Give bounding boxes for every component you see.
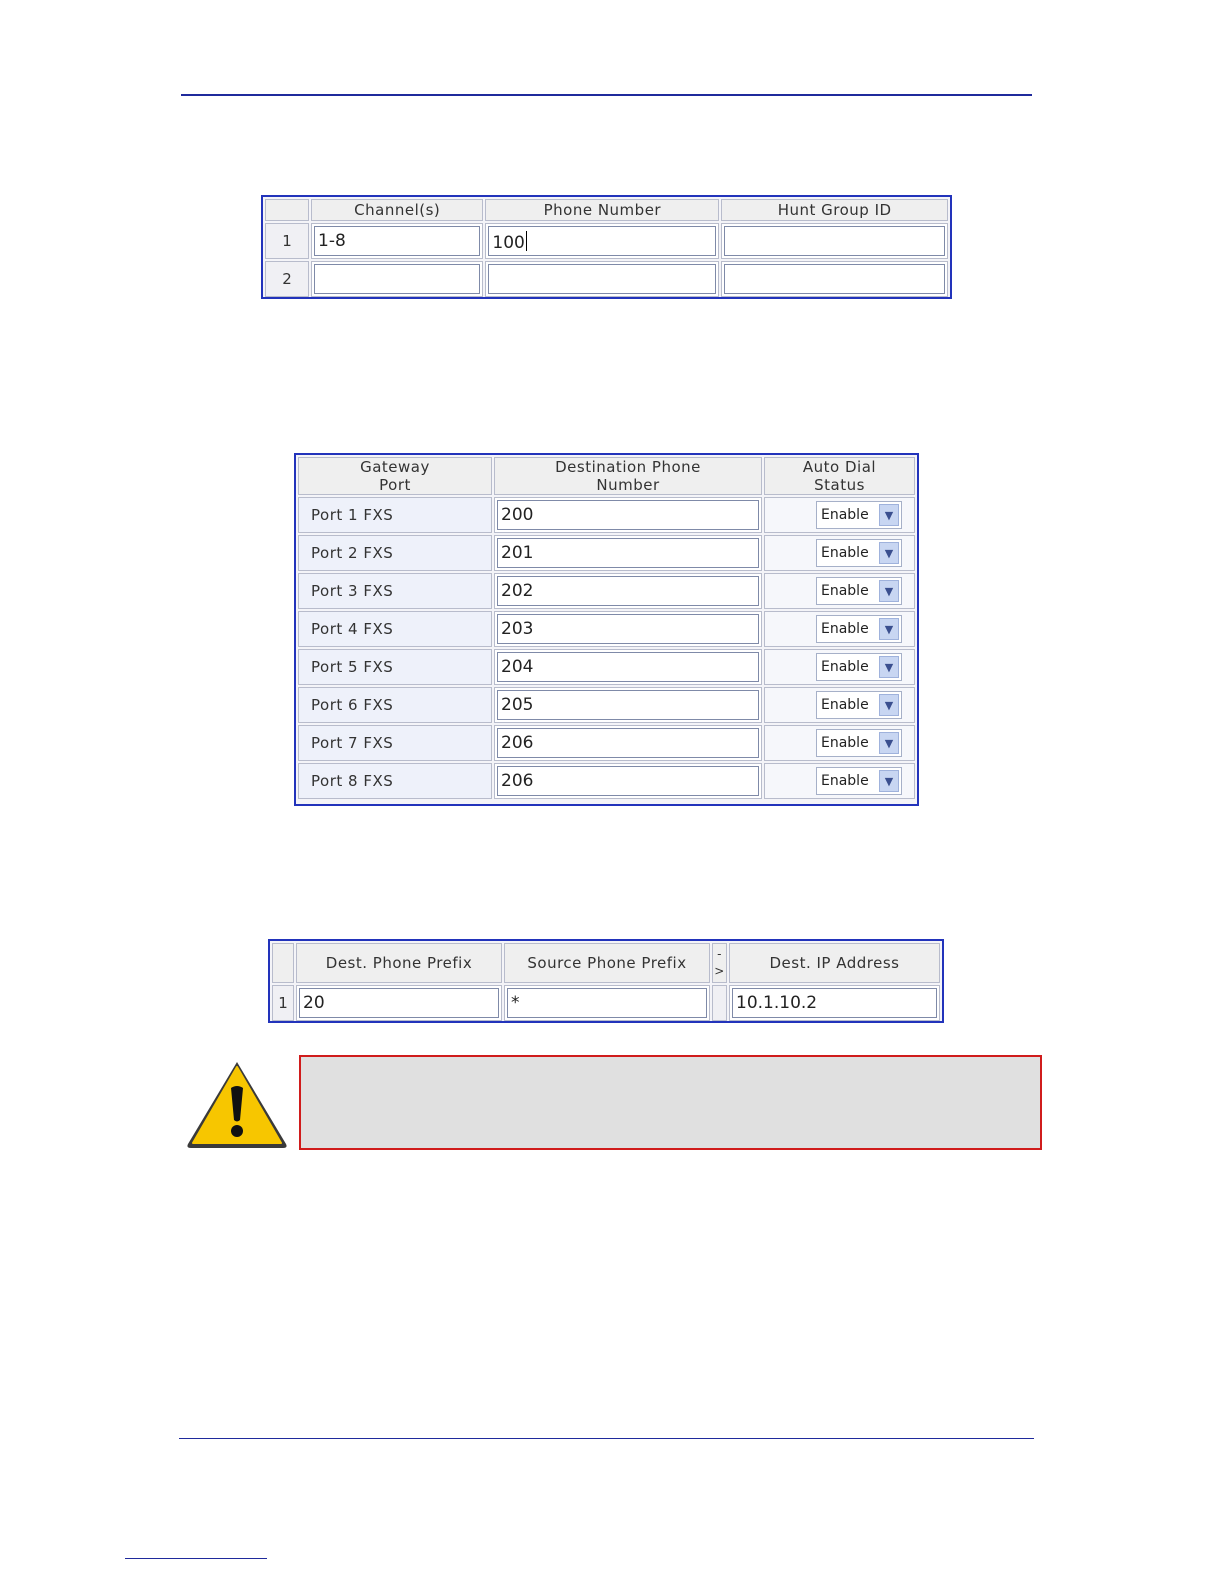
destination-phone-number-input[interactable]: 201 (497, 538, 759, 568)
warning-triangle-icon (184, 1058, 290, 1150)
auto-dial-status-value: Enable (821, 773, 869, 789)
row-index: 2 (265, 261, 309, 297)
text-cursor (526, 231, 527, 251)
table-row (298, 497, 915, 533)
table-row (298, 573, 915, 609)
channels-table (261, 195, 952, 299)
auto-dial-status-value: Enable (821, 545, 869, 561)
dest-phone-prefix-input[interactable]: 20 (299, 988, 499, 1018)
header-auto-dial-status: Auto Dial Status (764, 457, 915, 495)
gateway-port-label: Port 8 FXS (298, 763, 492, 799)
auto-dial-status-select[interactable] (816, 729, 902, 757)
table-row (298, 725, 915, 761)
destination-phone-number-input[interactable]: 204 (497, 652, 759, 682)
footnote-rule (125, 1558, 267, 1559)
auto-dial-table (294, 453, 919, 806)
gateway-port-label: Port 7 FXS (298, 725, 492, 761)
header-channels: Channel(s) (311, 199, 483, 221)
auto-dial-status-select[interactable] (816, 653, 902, 681)
header-destination-phone-number: Destination Phone Number (494, 457, 762, 495)
gateway-port-label: Port 5 FXS (298, 649, 492, 685)
table-row (298, 763, 915, 799)
auto-dial-status-select[interactable] (816, 577, 902, 605)
auto-dial-status-select[interactable] (816, 539, 902, 567)
table-row (298, 535, 915, 571)
chevron-down-icon[interactable]: ▼ (879, 504, 899, 526)
header-dest-ip-address: Dest. IP Address (729, 943, 940, 983)
auto-dial-status-value: Enable (821, 659, 869, 675)
header-gateway-port: Gateway Port (298, 457, 492, 495)
destination-phone-number-input[interactable]: 200 (497, 500, 759, 530)
phone-number-input[interactable] (488, 264, 716, 294)
table-row (298, 611, 915, 647)
destination-phone-number-input[interactable]: 202 (497, 576, 759, 606)
header-source-phone-prefix: Source Phone Prefix (504, 943, 710, 983)
hunt-group-id-input[interactable] (724, 226, 945, 256)
destination-phone-number-input[interactable]: 203 (497, 614, 759, 644)
source-phone-prefix-input[interactable]: * (507, 988, 707, 1018)
auto-dial-status-value: Enable (821, 735, 869, 751)
routing-table (268, 939, 944, 1023)
chevron-down-icon[interactable]: ▼ (879, 542, 899, 564)
chevron-down-icon[interactable]: ▼ (879, 732, 899, 754)
footer-rule (179, 1438, 1034, 1439)
destination-phone-number-input[interactable]: 205 (497, 690, 759, 720)
gateway-port-label: Port 4 FXS (298, 611, 492, 647)
table-row (272, 985, 940, 1021)
row-index: 1 (265, 223, 309, 259)
gateway-port-label: Port 1 FXS (298, 497, 492, 533)
channels-input[interactable] (314, 264, 480, 294)
chevron-down-icon[interactable]: ▼ (879, 656, 899, 678)
warning-note-box (299, 1055, 1042, 1150)
auto-dial-status-select[interactable] (816, 501, 902, 529)
channels-input[interactable]: 1-8 (314, 226, 480, 256)
gateway-port-label: Port 6 FXS (298, 687, 492, 723)
auto-dial-status-select[interactable] (816, 767, 902, 795)
gateway-port-label: Port 3 FXS (298, 573, 492, 609)
table-row (265, 223, 948, 259)
corner-header (272, 943, 294, 983)
gateway-port-label: Port 2 FXS (298, 535, 492, 571)
corner-header (265, 199, 309, 221)
destination-phone-number-input[interactable]: 206 (497, 766, 759, 796)
chevron-down-icon[interactable]: ▼ (879, 770, 899, 792)
phone-number-input[interactable]: 100 (488, 226, 716, 256)
chevron-down-icon[interactable]: ▼ (879, 694, 899, 716)
chevron-down-icon[interactable]: ▼ (879, 618, 899, 640)
dest-ip-address-input[interactable]: 10.1.10.2 (732, 988, 937, 1018)
row-index: 1 (272, 985, 294, 1021)
auto-dial-status-select[interactable] (816, 615, 902, 643)
auto-dial-status-value: Enable (821, 697, 869, 713)
header-dest-phone-prefix: Dest. Phone Prefix (296, 943, 502, 983)
header-arrow: - > (712, 943, 727, 983)
auto-dial-status-value: Enable (821, 621, 869, 637)
arrow-cell (712, 985, 727, 1021)
header-rule (181, 94, 1032, 96)
table-row (298, 649, 915, 685)
header-hunt-group-id: Hunt Group ID (721, 199, 948, 221)
hunt-group-id-input[interactable] (724, 264, 945, 294)
auto-dial-status-value: Enable (821, 583, 869, 599)
chevron-down-icon[interactable]: ▼ (879, 580, 899, 602)
header-phone-number: Phone Number (485, 199, 719, 221)
table-row (265, 261, 948, 297)
destination-phone-number-input[interactable]: 206 (497, 728, 759, 758)
auto-dial-status-select[interactable] (816, 691, 902, 719)
table-row (298, 687, 915, 723)
auto-dial-status-value: Enable (821, 507, 869, 523)
